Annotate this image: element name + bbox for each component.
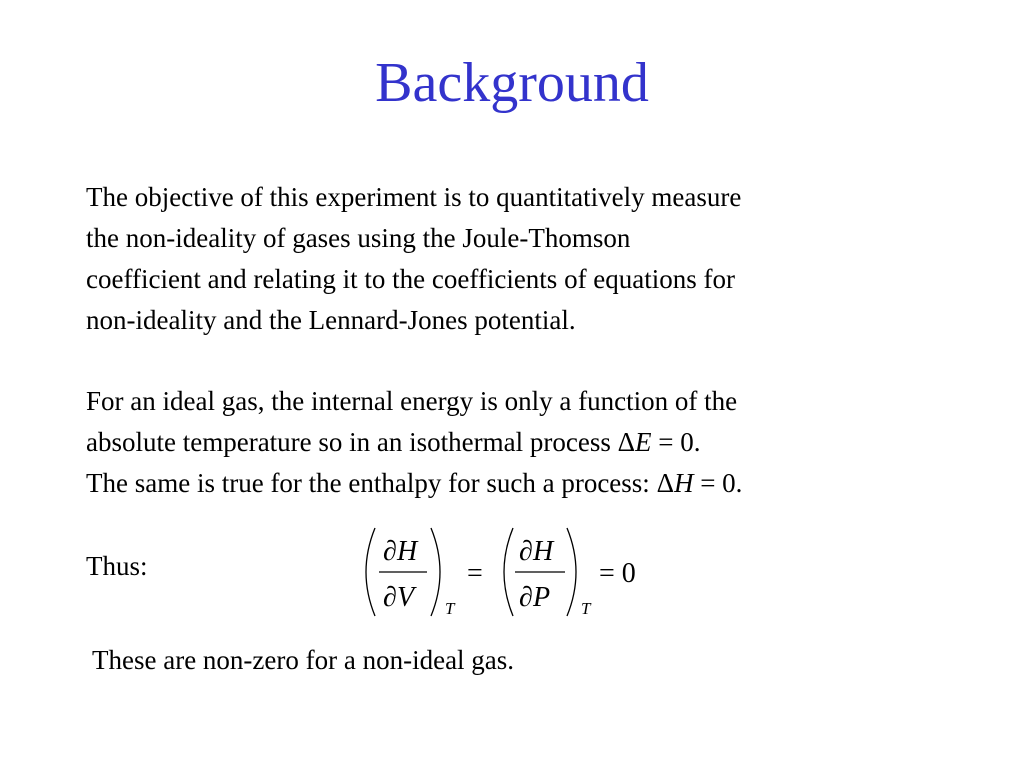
delta-symbol: Δ <box>617 427 635 457</box>
objective-paragraph <box>86 177 926 341</box>
numerator-1: H <box>397 536 418 567</box>
ideal-gas-line-3 <box>86 463 926 504</box>
ideal-gas-line-2 <box>86 422 926 463</box>
ideal-gas-paragraph <box>86 381 926 504</box>
equals-zero: = 0. <box>693 468 743 498</box>
delta-symbol: Δ <box>656 468 674 498</box>
equals-sign: = <box>467 558 483 589</box>
enthalpy-variable: H <box>673 468 694 498</box>
subscript-1: T <box>445 599 455 618</box>
ideal-gas-line-2-text: absolute temperature so in an isothermal process <box>86 427 618 457</box>
ideal-gas-line-1: For an ideal gas, the internal energy is only a function of the <box>86 386 738 416</box>
subscript-2: T <box>581 599 591 618</box>
left-paren-1 <box>366 528 375 616</box>
left-paren-2 <box>504 528 513 616</box>
right-paren-2 <box>567 528 576 616</box>
energy-variable: E <box>634 427 652 457</box>
right-paren-1 <box>431 528 440 616</box>
thus-label: Thus: <box>86 551 148 581</box>
objective-line: the non-ideality of gases using the Joule-Thomson <box>86 223 631 253</box>
denominator-1: V <box>397 582 415 613</box>
objective-line: non-ideality and the Lennard-Jones potential. <box>86 305 576 335</box>
numerator-2: H <box>533 536 554 567</box>
closing-note: These are non-zero for a non-ideal gas. <box>92 645 515 675</box>
equals-zero: = 0. <box>651 427 701 457</box>
partial-symbol: ∂ <box>383 582 397 613</box>
equals-zero-result: = 0 <box>599 558 636 589</box>
equation-svg <box>355 522 675 626</box>
partial-symbol: ∂ <box>519 536 533 567</box>
slide-title: Background <box>375 52 649 114</box>
partial-symbol: ∂ <box>519 582 533 613</box>
denominator-2: P <box>533 582 551 613</box>
ideal-gas-line-3-text: The same is true for the enthalpy for such a process: <box>86 468 657 498</box>
objective-line: coefficient and relating it to the coefficients of equations for <box>86 264 736 294</box>
partial-derivative-equation <box>355 522 675 626</box>
partial-symbol: ∂ <box>383 536 397 567</box>
objective-line: The objective of this experiment is to quantitatively measure <box>86 182 742 212</box>
